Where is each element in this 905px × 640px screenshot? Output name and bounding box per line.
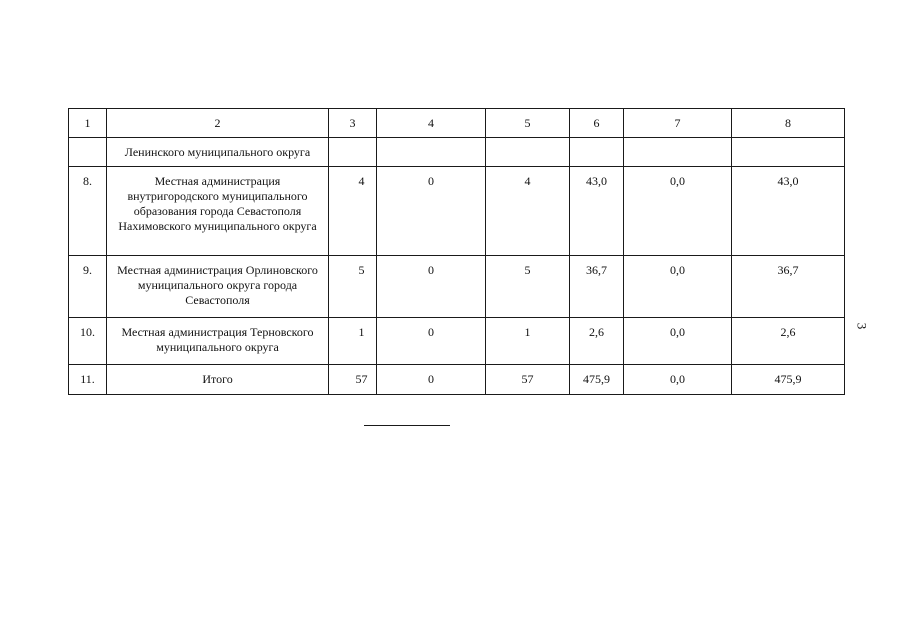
row-index: 11. <box>69 365 107 395</box>
row-col8: 36,7 <box>732 256 845 318</box>
row-col8: 43,0 <box>732 167 845 256</box>
row-index: 8. <box>69 167 107 256</box>
table-row <box>69 138 845 167</box>
row-col5: 57 <box>486 365 570 395</box>
row-name: Местная администрация внутригородского муниципального образования города Севастополя Нахимовского муниципального округа <box>107 167 329 256</box>
header-cell-7: 7 <box>624 109 732 138</box>
data-table <box>68 108 845 395</box>
header-cell-1: 1 <box>69 109 107 138</box>
table-row <box>69 256 845 318</box>
header-cell-2: 2 <box>107 109 329 138</box>
row-name: Ленинского муниципального округа <box>107 138 329 167</box>
row-col3: 5 <box>329 256 377 318</box>
table-row <box>69 167 845 256</box>
row-col7: 0,0 <box>624 256 732 318</box>
table-row-total <box>69 365 845 395</box>
row-col6 <box>570 138 624 167</box>
row-col7: 0,0 <box>624 365 732 395</box>
header-cell-8: 8 <box>732 109 845 138</box>
row-col6: 43,0 <box>570 167 624 256</box>
row-col4 <box>377 138 486 167</box>
row-col7: 0,0 <box>624 318 732 365</box>
row-col5 <box>486 138 570 167</box>
row-name: Местная администрация Терновского муниципального округа <box>107 318 329 365</box>
table-header-row <box>69 109 845 138</box>
row-col3: 57 <box>329 365 377 395</box>
header-cell-3: 3 <box>329 109 377 138</box>
row-col3: 4 <box>329 167 377 256</box>
row-index: 9. <box>69 256 107 318</box>
row-col4: 0 <box>377 365 486 395</box>
row-col6: 2,6 <box>570 318 624 365</box>
row-index <box>69 138 107 167</box>
row-col8 <box>732 138 845 167</box>
row-col3: 1 <box>329 318 377 365</box>
row-col4: 0 <box>377 167 486 256</box>
table-row <box>69 318 845 365</box>
row-col6: 36,7 <box>570 256 624 318</box>
page-number: 3 <box>854 322 870 330</box>
row-name: Итого <box>107 365 329 395</box>
row-col8: 2,6 <box>732 318 845 365</box>
header-cell-5: 5 <box>486 109 570 138</box>
row-col6: 475,9 <box>570 365 624 395</box>
row-col5: 5 <box>486 256 570 318</box>
row-col5: 4 <box>486 167 570 256</box>
header-cell-4: 4 <box>377 109 486 138</box>
row-col4: 0 <box>377 318 486 365</box>
row-col5: 1 <box>486 318 570 365</box>
row-name: Местная администрация Орлиновского муниципального округа города Севастополя <box>107 256 329 318</box>
row-col3 <box>329 138 377 167</box>
row-col7 <box>624 138 732 167</box>
row-col7: 0,0 <box>624 167 732 256</box>
row-col8: 475,9 <box>732 365 845 395</box>
end-divider-line <box>364 425 450 426</box>
row-index: 10. <box>69 318 107 365</box>
header-cell-6: 6 <box>570 109 624 138</box>
row-col4: 0 <box>377 256 486 318</box>
